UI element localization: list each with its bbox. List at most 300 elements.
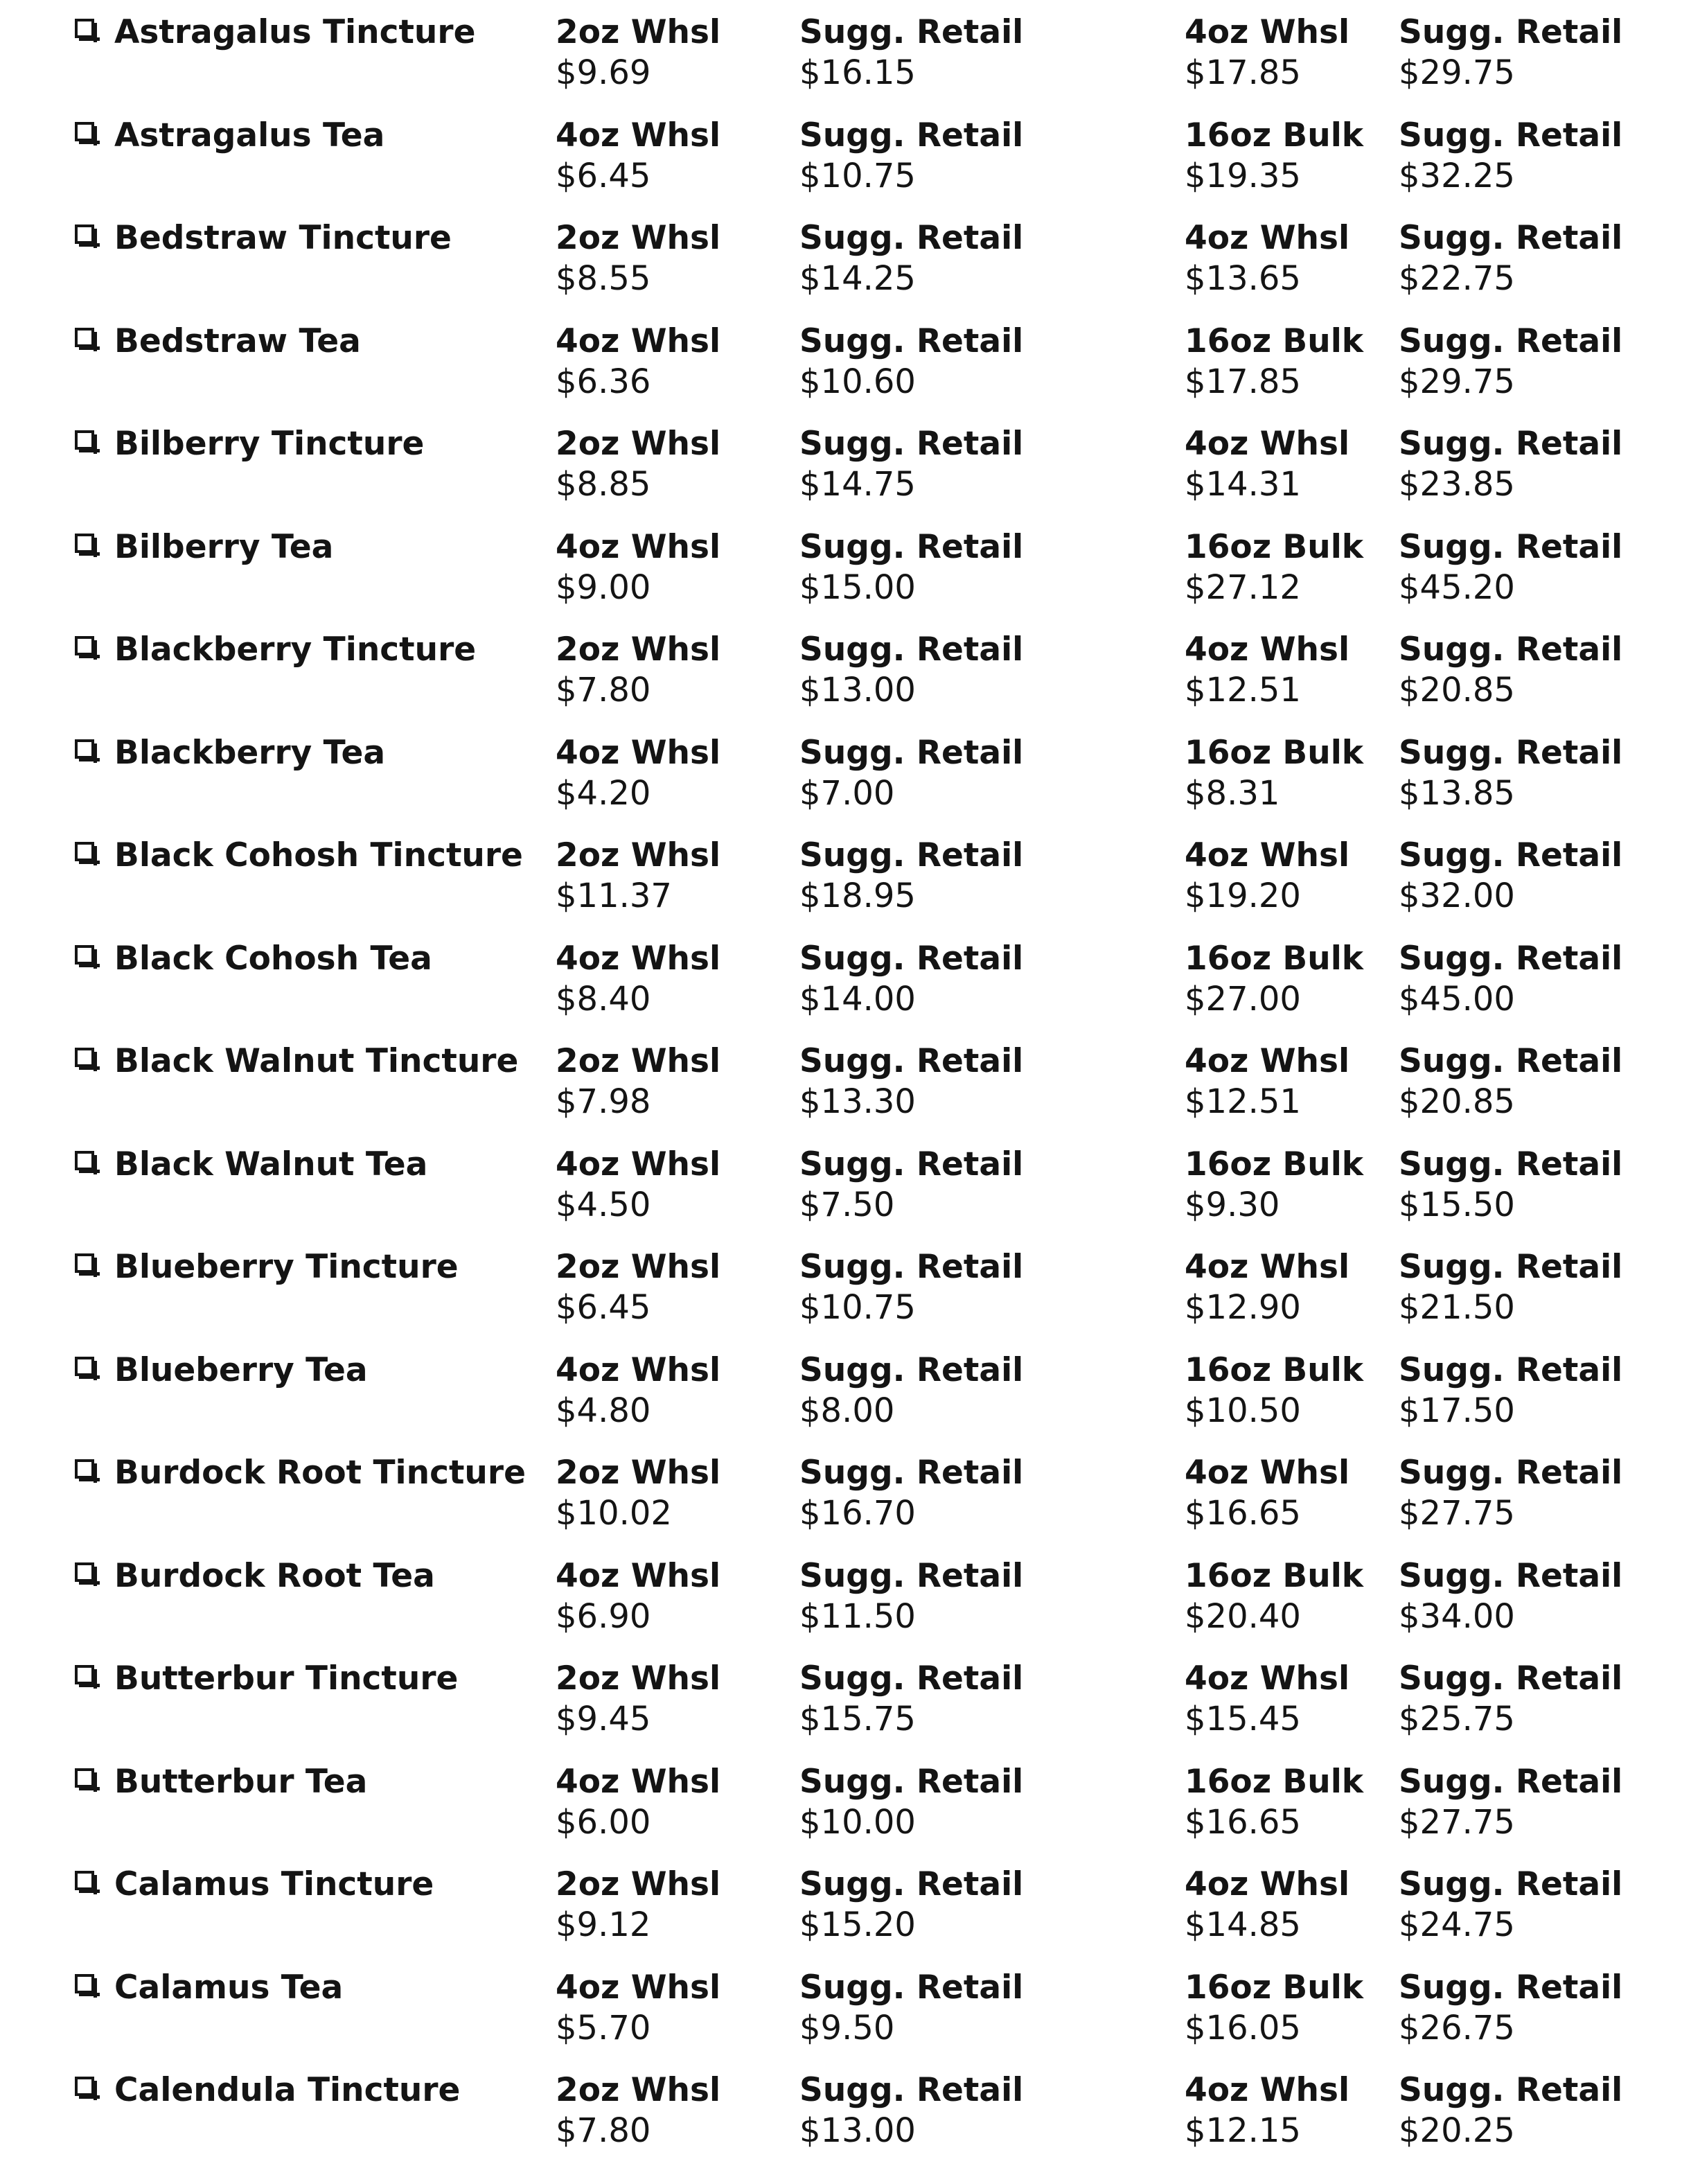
size2-price: $20.40 [1185, 1596, 1301, 1636]
product-name: Black Walnut Tincture [114, 1042, 519, 1080]
product-name: Astragalus Tincture [114, 13, 476, 51]
retail1-price: $15.75 [799, 1700, 916, 1738]
product-name: Butterbur Tea [114, 1762, 368, 1801]
order-checkbox[interactable] [75, 636, 94, 655]
retail2-column [1399, 527, 1622, 608]
size2-column [1185, 424, 1349, 504]
size1-label: 4oz Whsl [556, 116, 721, 155]
retail1-label: Sugg. Retail [799, 1350, 1024, 1389]
size1-price: $8.85 [556, 465, 651, 504]
size1-label: 2oz Whsl [556, 1042, 721, 1080]
retail2-label: Sugg. Retail [1399, 2071, 1623, 2109]
size2-column [1185, 1453, 1349, 1533]
size2-column [1185, 1145, 1363, 1225]
retail1-column [799, 424, 1023, 504]
retail1-label: Sugg. Retail [799, 631, 1024, 669]
size2-price: $12.90 [1185, 1288, 1301, 1327]
retail2-column [1399, 1762, 1622, 1842]
size1-price: $8.55 [556, 259, 651, 298]
retail2-price: $27.75 [1399, 1494, 1515, 1533]
product-name: Calamus Tea [114, 1968, 344, 2007]
size2-label: 4oz Whsl [1185, 1042, 1350, 1080]
size2-label: 16oz Bulk [1185, 1762, 1364, 1801]
size1-price: $7.80 [556, 671, 651, 710]
retail1-price: $13.30 [799, 1082, 916, 1121]
size1-column [556, 1762, 720, 1842]
retail1-price: $11.50 [799, 1596, 916, 1636]
retail2-column [1399, 424, 1622, 504]
retail1-price: $18.95 [799, 877, 916, 915]
product-name: Black Cohosh Tincture [114, 836, 523, 874]
size2-price: $19.20 [1185, 877, 1301, 915]
order-checkbox[interactable] [75, 1974, 94, 1993]
size2-price: $10.50 [1185, 1391, 1301, 1430]
size1-label: 4oz Whsl [556, 527, 721, 566]
size2-label: 16oz Bulk [1185, 116, 1364, 155]
size2-column [1185, 1968, 1363, 2048]
retail1-price: $10.60 [799, 362, 916, 401]
order-checkbox[interactable] [75, 430, 94, 450]
retail1-price: $13.00 [799, 2111, 916, 2150]
retail2-column [1399, 116, 1622, 196]
retail2-column [1399, 1247, 1622, 1328]
size1-column [556, 527, 720, 608]
retail1-price: $7.50 [799, 1185, 895, 1224]
size2-column [1185, 1659, 1349, 1739]
size1-column [556, 939, 720, 1019]
retail2-label: Sugg. Retail [1399, 1762, 1623, 1801]
retail2-column [1399, 630, 1622, 710]
size1-label: 4oz Whsl [556, 939, 721, 978]
size2-label: 4oz Whsl [1185, 836, 1350, 874]
retail1-label: Sugg. Retail [799, 939, 1024, 978]
retail2-price: $22.75 [1399, 259, 1515, 298]
size2-price: $27.00 [1185, 979, 1301, 1019]
retail2-label: Sugg. Retail [1399, 1248, 1623, 1286]
retail1-price: $9.50 [799, 2008, 895, 2048]
size1-price: $6.90 [556, 1596, 651, 1636]
retail2-label: Sugg. Retail [1399, 1042, 1623, 1080]
size2-price: $16.65 [1185, 1802, 1301, 1842]
retail1-price: $8.00 [799, 1391, 895, 1430]
size2-price: $12.51 [1185, 671, 1301, 710]
retail1-label: Sugg. Retail [799, 1454, 1024, 1492]
retail2-column [1399, 1041, 1622, 1122]
size2-label: 4oz Whsl [1185, 13, 1350, 51]
size1-label: 4oz Whsl [556, 1145, 721, 1183]
order-checkbox[interactable] [75, 122, 94, 141]
retail2-label: Sugg. Retail [1399, 939, 1623, 978]
retail1-price: $14.00 [799, 979, 916, 1019]
size2-price: $9.30 [1185, 1185, 1280, 1224]
size2-price: $14.31 [1185, 465, 1301, 504]
retail2-price: $13.85 [1399, 773, 1515, 813]
order-checkbox[interactable] [75, 739, 94, 759]
list-item [0, 1750, 1691, 1853]
size1-price: $4.80 [556, 1391, 651, 1430]
list-item [0, 1646, 1691, 1750]
retail2-column [1399, 322, 1622, 402]
list-item [0, 2058, 1691, 2161]
size1-column [556, 1041, 720, 1122]
retail2-column [1399, 1453, 1622, 1533]
order-checkbox[interactable] [75, 224, 94, 244]
list-item [0, 1235, 1691, 1338]
size1-label: 4oz Whsl [556, 1556, 721, 1595]
size1-column [556, 116, 720, 196]
retail2-price: $23.85 [1399, 465, 1515, 504]
size1-label: 2oz Whsl [556, 219, 721, 257]
product-name: Blackberry Tincture [114, 631, 477, 669]
retail1-label: Sugg. Retail [799, 219, 1024, 257]
order-checkbox[interactable] [75, 1357, 94, 1376]
order-checkbox[interactable] [75, 1665, 94, 1684]
retail1-label: Sugg. Retail [799, 1042, 1024, 1080]
size1-label: 2oz Whsl [556, 1248, 721, 1286]
list-item [0, 1338, 1691, 1441]
order-checkbox[interactable] [75, 534, 94, 553]
order-checkbox[interactable] [75, 1768, 94, 1788]
retail2-column [1399, 1556, 1622, 1637]
retail1-label: Sugg. Retail [799, 836, 1024, 874]
size2-price: $8.31 [1185, 773, 1280, 813]
size1-label: 4oz Whsl [556, 733, 721, 772]
size1-price: $9.00 [556, 567, 651, 607]
retail1-column [799, 12, 1023, 93]
size2-label: 16oz Bulk [1185, 733, 1364, 772]
size1-price: $6.45 [556, 156, 651, 195]
order-checkbox[interactable] [75, 1253, 94, 1273]
size1-price: $7.80 [556, 2111, 651, 2150]
size1-price: $4.20 [556, 773, 651, 813]
retail2-price: $20.25 [1399, 2111, 1515, 2150]
retail2-label: Sugg. Retail [1399, 1145, 1623, 1183]
size2-label: 4oz Whsl [1185, 1454, 1350, 1492]
size1-label: 2oz Whsl [556, 1659, 721, 1698]
retail1-price: $10.00 [799, 1802, 916, 1842]
retail1-label: Sugg. Retail [799, 322, 1024, 360]
list-item [0, 103, 1691, 206]
retail1-column [799, 1556, 1023, 1637]
list-item [0, 617, 1691, 721]
size1-column [556, 1247, 720, 1328]
product-name: Bilberry Tea [114, 527, 334, 566]
size2-column [1185, 1762, 1363, 1842]
retail2-label: Sugg. Retail [1399, 1556, 1623, 1595]
size2-label: 16oz Bulk [1185, 1968, 1364, 2007]
order-checkbox[interactable] [75, 2077, 94, 2096]
retail1-label: Sugg. Retail [799, 1248, 1024, 1286]
size1-column [556, 218, 720, 299]
retail1-label: Sugg. Retail [799, 13, 1024, 51]
size2-price: $15.45 [1185, 1700, 1301, 1738]
retail1-price: $7.00 [799, 773, 895, 813]
size1-price: $8.40 [556, 979, 651, 1019]
retail1-column [799, 1350, 1023, 1431]
size2-label: 4oz Whsl [1185, 631, 1350, 669]
retail1-column [799, 218, 1023, 299]
size2-price: $27.12 [1185, 567, 1301, 607]
size1-column [556, 1453, 720, 1533]
product-name: Calamus Tincture [114, 1865, 434, 1903]
order-checkbox[interactable] [75, 1048, 94, 1067]
size1-label: 4oz Whsl [556, 1968, 721, 2007]
list-item [0, 1852, 1691, 1955]
size1-label: 2oz Whsl [556, 1454, 721, 1492]
retail1-column [799, 630, 1023, 710]
order-checkbox[interactable] [75, 328, 94, 347]
size2-column [1185, 733, 1363, 813]
retail2-price: $17.50 [1399, 1391, 1515, 1430]
size2-column [1185, 1350, 1363, 1431]
size2-column [1185, 116, 1363, 196]
retail1-column [799, 939, 1023, 1019]
order-checkbox[interactable] [75, 19, 94, 38]
product-name: Blueberry Tincture [114, 1248, 459, 1286]
retail1-price: $15.00 [799, 567, 916, 607]
retail2-price: $26.75 [1399, 2008, 1515, 2048]
list-item [0, 1544, 1691, 1647]
retail1-price: $15.20 [799, 1905, 916, 1944]
size1-label: 2oz Whsl [556, 13, 721, 51]
product-name: Bedstraw Tea [114, 322, 361, 360]
size1-label: 4oz Whsl [556, 322, 721, 360]
size1-label: 2oz Whsl [556, 1865, 721, 1903]
size2-column [1185, 836, 1349, 916]
size2-column [1185, 939, 1363, 1019]
size1-label: 2oz Whsl [556, 631, 721, 669]
size1-column [556, 12, 720, 93]
product-name: Black Walnut Tea [114, 1145, 428, 1183]
list-item [0, 721, 1691, 824]
retail1-column [799, 733, 1023, 813]
retail2-label: Sugg. Retail [1399, 527, 1623, 566]
retail2-price: $45.20 [1399, 567, 1515, 607]
retail2-price: $34.00 [1399, 1596, 1515, 1636]
size2-price: $14.85 [1185, 1905, 1301, 1944]
size1-price: $6.45 [556, 1288, 651, 1327]
retail1-column [799, 1145, 1023, 1225]
size1-column [556, 1865, 720, 1945]
product-name: Blackberry Tea [114, 733, 386, 772]
product-name: Calendula Tincture [114, 2071, 461, 2109]
size1-column [556, 733, 720, 813]
size1-price: $9.69 [556, 53, 651, 92]
order-checkbox[interactable] [75, 1871, 94, 1890]
retail1-label: Sugg. Retail [799, 2071, 1024, 2109]
size2-label: 16oz Bulk [1185, 1350, 1364, 1389]
retail2-label: Sugg. Retail [1399, 631, 1623, 669]
retail1-column [799, 836, 1023, 916]
list-item [0, 1029, 1691, 1132]
order-checkbox[interactable] [75, 842, 94, 861]
retail1-price: $10.75 [799, 1288, 916, 1327]
retail2-column [1399, 1968, 1622, 2048]
size1-price: $10.02 [556, 1494, 672, 1533]
retail1-label: Sugg. Retail [799, 1865, 1024, 1903]
size2-column [1185, 1865, 1349, 1945]
retail2-price: $24.75 [1399, 1905, 1515, 1944]
retail2-label: Sugg. Retail [1399, 836, 1623, 874]
retail2-label: Sugg. Retail [1399, 322, 1623, 360]
size2-column [1185, 12, 1349, 93]
retail1-label: Sugg. Retail [799, 1762, 1024, 1801]
retail1-label: Sugg. Retail [799, 527, 1024, 566]
retail2-label: Sugg. Retail [1399, 1659, 1623, 1698]
list-item [0, 515, 1691, 618]
size2-label: 16oz Bulk [1185, 939, 1364, 978]
retail2-column [1399, 1865, 1622, 1945]
size1-price: $4.50 [556, 1185, 651, 1224]
retail2-column [1399, 12, 1622, 93]
size1-column [556, 424, 720, 504]
retail1-price: $14.75 [799, 465, 916, 504]
retail1-price: $14.25 [799, 259, 916, 298]
size2-label: 4oz Whsl [1185, 2071, 1350, 2109]
size1-column [556, 2070, 720, 2151]
list-item [0, 206, 1691, 309]
retail2-column [1399, 1659, 1622, 1739]
product-name: Blueberry Tea [114, 1350, 368, 1389]
retail1-column [799, 322, 1023, 402]
size1-column [556, 1145, 720, 1225]
retail2-price: $20.85 [1399, 671, 1515, 710]
order-checkbox[interactable] [75, 1562, 94, 1582]
list-item [0, 412, 1691, 515]
retail2-label: Sugg. Retail [1399, 116, 1623, 155]
retail2-column [1399, 2070, 1622, 2151]
list-item [0, 1132, 1691, 1235]
size2-label: 16oz Bulk [1185, 322, 1364, 360]
retail2-label: Sugg. Retail [1399, 1350, 1623, 1389]
product-name: Bilberry Tincture [114, 425, 425, 463]
retail2-column [1399, 1350, 1622, 1431]
size2-column [1185, 1247, 1349, 1328]
retail2-price: $21.50 [1399, 1288, 1515, 1327]
order-checkbox[interactable] [75, 1459, 94, 1479]
size1-price: $5.70 [556, 2008, 651, 2048]
product-name: Burdock Root Tea [114, 1556, 435, 1595]
retail2-price: $32.00 [1399, 877, 1515, 915]
size1-column [556, 836, 720, 916]
size1-label: 2oz Whsl [556, 836, 721, 874]
retail2-column [1399, 836, 1622, 916]
retail2-price: $15.50 [1399, 1185, 1515, 1224]
retail1-column [799, 1659, 1023, 1739]
product-name: Burdock Root Tincture [114, 1454, 526, 1492]
retail1-column [799, 1041, 1023, 1122]
retail2-label: Sugg. Retail [1399, 219, 1623, 257]
size2-price: $16.05 [1185, 2008, 1301, 2048]
retail2-label: Sugg. Retail [1399, 425, 1623, 463]
size1-label: 4oz Whsl [556, 1762, 721, 1801]
size1-price: $6.00 [556, 1802, 651, 1842]
retail1-column [799, 1865, 1023, 1945]
list-item [0, 1441, 1691, 1544]
retail1-column [799, 2070, 1023, 2151]
size2-price: $13.65 [1185, 259, 1301, 298]
size1-column [556, 1659, 720, 1739]
retail1-label: Sugg. Retail [799, 733, 1024, 772]
retail1-price: $16.15 [799, 53, 916, 92]
retail1-label: Sugg. Retail [799, 1968, 1024, 2007]
order-checkbox[interactable] [75, 1151, 94, 1170]
size1-label: 2oz Whsl [556, 425, 721, 463]
size2-column [1185, 1041, 1349, 1122]
retail2-price: $32.25 [1399, 156, 1515, 195]
retail1-label: Sugg. Retail [799, 1659, 1024, 1698]
size1-label: 4oz Whsl [556, 1350, 721, 1389]
retail2-price: $29.75 [1399, 362, 1515, 401]
size1-column [556, 1350, 720, 1431]
retail1-price: $10.75 [799, 156, 916, 195]
size1-price: $9.12 [556, 1905, 651, 1944]
size1-price: $7.98 [556, 1082, 651, 1121]
size2-label: 4oz Whsl [1185, 425, 1350, 463]
retail1-label: Sugg. Retail [799, 1145, 1024, 1183]
size1-column [556, 1556, 720, 1637]
list-item [0, 926, 1691, 1030]
product-name: Black Cohosh Tea [114, 939, 432, 978]
retail2-label: Sugg. Retail [1399, 733, 1623, 772]
retail2-column [1399, 1145, 1622, 1225]
retail1-column [799, 527, 1023, 608]
retail1-label: Sugg. Retail [799, 425, 1024, 463]
size2-label: 16oz Bulk [1185, 1556, 1364, 1595]
retail2-label: Sugg. Retail [1399, 1454, 1623, 1492]
retail2-price: $45.00 [1399, 979, 1515, 1019]
size1-column [556, 630, 720, 710]
retail2-column [1399, 939, 1622, 1019]
size2-column [1185, 527, 1363, 608]
retail1-column [799, 1453, 1023, 1533]
order-checkbox[interactable] [75, 945, 94, 965]
size2-column [1185, 630, 1349, 710]
retail2-price: $25.75 [1399, 1700, 1515, 1738]
list-item [0, 0, 1691, 103]
retail1-column [799, 1968, 1023, 2048]
size1-column [556, 322, 720, 402]
size2-column [1185, 2070, 1349, 2151]
size1-price: $11.37 [556, 877, 672, 915]
list-item [0, 309, 1691, 412]
list-item [0, 823, 1691, 926]
size2-price: $12.51 [1185, 1082, 1301, 1121]
retail1-label: Sugg. Retail [799, 1556, 1024, 1595]
size1-column [556, 1968, 720, 2048]
size2-label: 4oz Whsl [1185, 1659, 1350, 1698]
retail2-price: $20.85 [1399, 1082, 1515, 1121]
retail2-column [1399, 733, 1622, 813]
retail2-label: Sugg. Retail [1399, 1968, 1623, 2007]
size2-label: 4oz Whsl [1185, 1865, 1350, 1903]
size2-label: 16oz Bulk [1185, 527, 1364, 566]
product-name: Butterbur Tincture [114, 1659, 459, 1698]
size1-price: $9.45 [556, 1700, 651, 1738]
retail1-price: $13.00 [799, 671, 916, 710]
retail2-label: Sugg. Retail [1399, 1865, 1623, 1903]
retail1-label: Sugg. Retail [799, 116, 1024, 155]
size2-label: 16oz Bulk [1185, 1145, 1364, 1183]
retail1-price: $16.70 [799, 1494, 916, 1533]
size2-price: $16.65 [1185, 1494, 1301, 1533]
size2-price: $17.85 [1185, 362, 1301, 401]
retail2-column [1399, 218, 1622, 299]
size2-column [1185, 1556, 1363, 1637]
product-name: Astragalus Tea [114, 116, 385, 155]
size2-price: $19.35 [1185, 156, 1301, 195]
retail1-column [799, 1247, 1023, 1328]
